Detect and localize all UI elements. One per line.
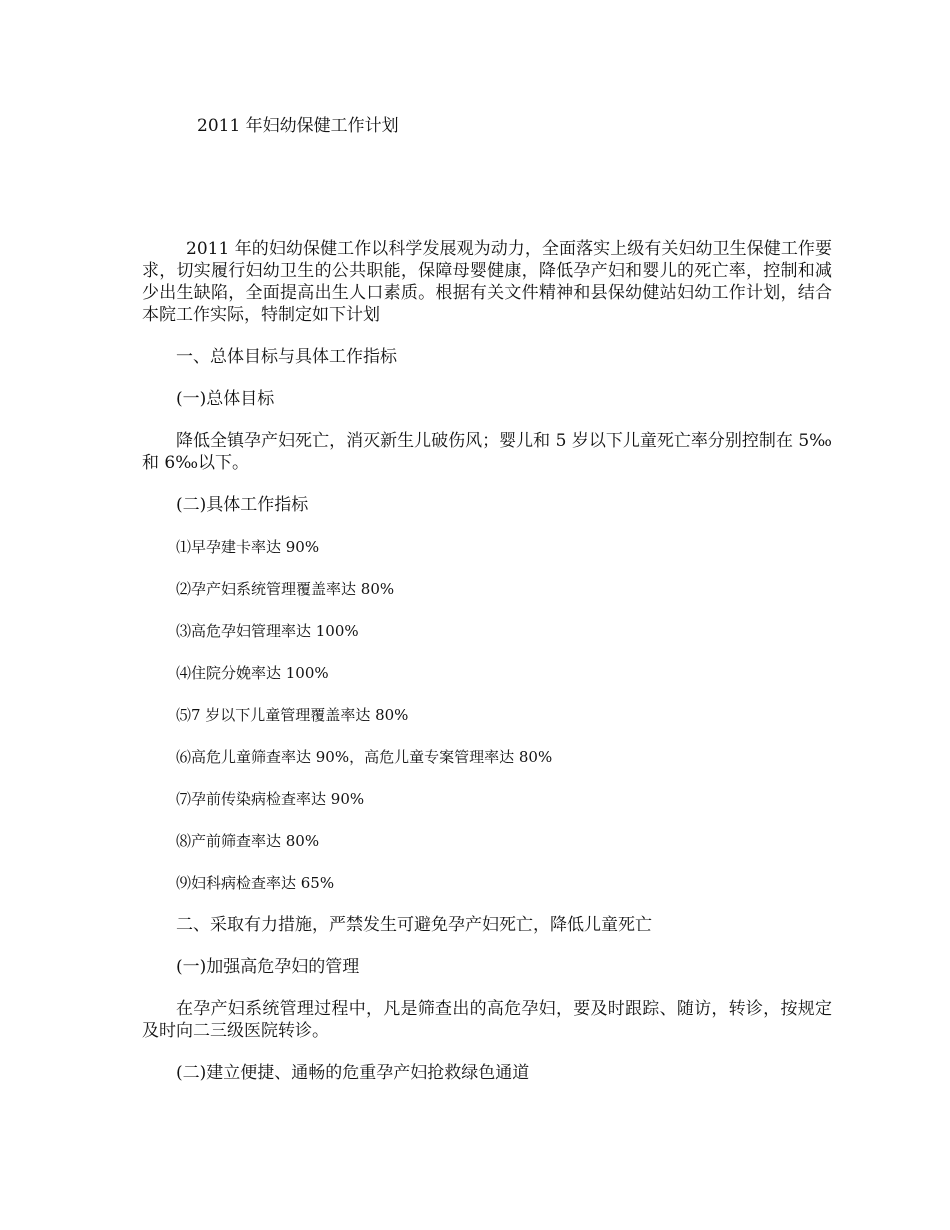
section1-heading: 一、总体目标与具体工作指标: [176, 347, 397, 367]
indicator-item: ⑻产前筛查率达 80%: [176, 832, 320, 850]
indicator-item: ⑷住院分娩率达 100%: [176, 664, 329, 682]
document-body: [142, 238, 832, 1104]
indicator-item: ⑵孕产妇系统管理覆盖率达 80%: [176, 580, 395, 598]
section1-sub1-text: 降低全镇孕产妇死亡，消灭新生儿破伤风；婴儿和 5 岁以下儿童死亡率分别控制在 5‰和 6‰以下。: [142, 431, 832, 473]
indicator-item: ⑼妇科病检查率达 65%: [176, 874, 335, 892]
section2-sub1-heading: (一)加强高危孕妇的管理: [176, 957, 360, 977]
section1-sub1-heading: (一)总体目标: [176, 389, 275, 409]
indicator-item: ⑹高危儿童筛查率达 90%，高危儿童专案管理率达 80%: [176, 748, 553, 766]
section2-sub2-heading: (二)建立便捷、通畅的危重孕产妇抢救绿色通道: [176, 1063, 530, 1083]
indicator-item: ⑶高危孕妇管理率达 100%: [176, 622, 359, 640]
indicator-item: ⑺孕前传染病检查率达 90%: [176, 790, 365, 808]
section2-sub1-text: 在孕产妇系统管理过程中，凡是筛查出的高危孕妇，要及时跟踪、随访，转诊，按规定及时向二三级医院转诊。: [142, 999, 832, 1041]
document-title: 2011 年妇幼保健工作计划: [197, 116, 399, 136]
intro-paragraph: 2011 年的妇幼保健工作以科学发展观为动力，全面落实上级有关妇幼卫生保健工作要求，切实履行妇幼卫生的公共职能，保障母婴健康，降低孕产妇和婴儿的死亡率，控制和减少出生缺陷，全面提高出生人口素质。根据有关文件精神和县保幼健站妇幼工作计划，结合本院工作实际，特制定如下计划: [142, 239, 832, 325]
indicator-item: ⑴早孕建卡率达 90%: [176, 538, 320, 556]
indicator-item: ⑸7 岁以下儿童管理覆盖率达 80%: [176, 706, 409, 724]
section2-heading: 二、采取有力措施，严禁发生可避免孕产妇死亡，降低儿童死亡: [176, 915, 652, 935]
section1-sub2-heading: (二)具体工作指标: [176, 495, 309, 515]
